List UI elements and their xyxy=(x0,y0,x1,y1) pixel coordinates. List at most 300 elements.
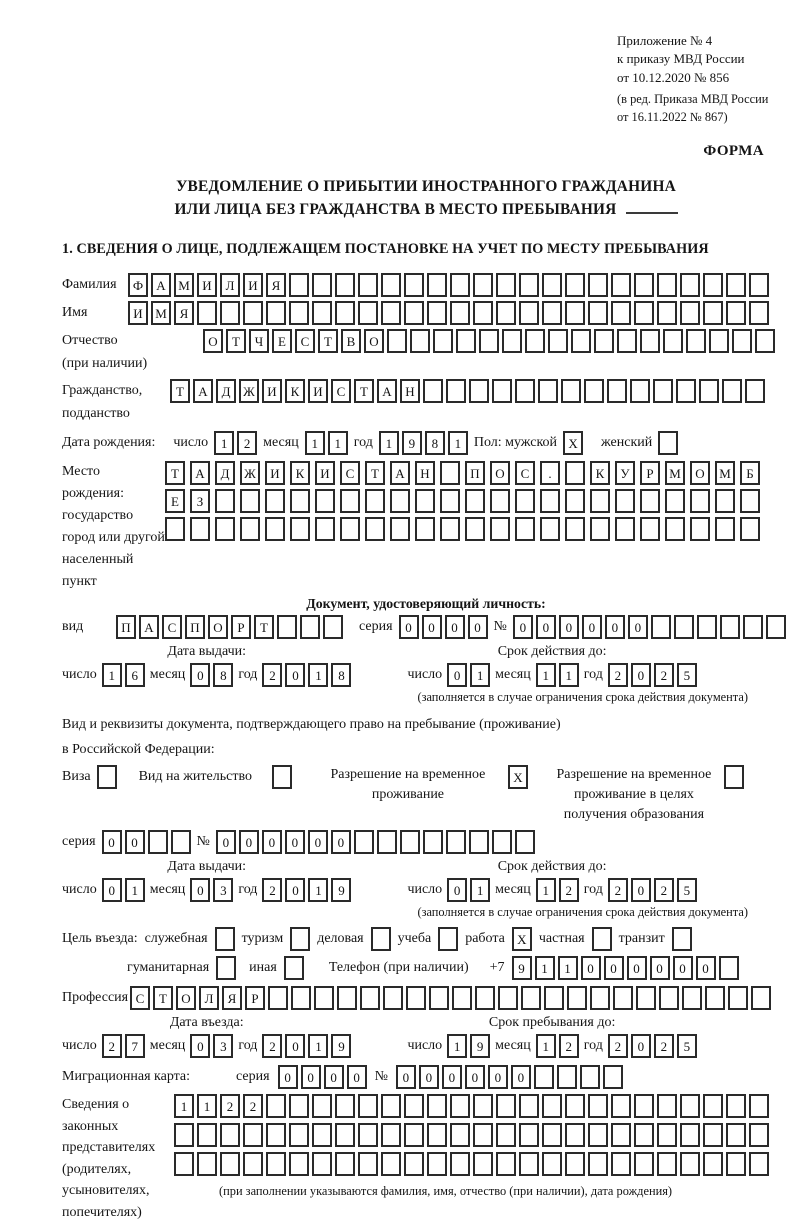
representatives-block xyxy=(62,1094,790,1223)
doc-number-cells xyxy=(513,615,786,639)
char-cell xyxy=(381,1094,401,1118)
month-label: месяц xyxy=(149,1038,186,1054)
char-cell xyxy=(289,1123,309,1147)
char-cell xyxy=(657,301,677,325)
char-cell xyxy=(390,489,410,513)
char-cell: 0 xyxy=(190,1034,210,1058)
char-cell xyxy=(665,489,685,513)
char-cell xyxy=(465,517,485,541)
char-cell xyxy=(335,1152,355,1176)
char-cell xyxy=(542,1094,562,1118)
char-cell: М xyxy=(174,273,194,297)
char-cell xyxy=(266,1094,286,1118)
char-cell xyxy=(197,301,217,325)
representatives-row1 xyxy=(174,1094,769,1118)
char-cell xyxy=(358,1094,378,1118)
char-cell: 8 xyxy=(213,663,233,687)
issue-year-cells xyxy=(262,663,351,687)
char-cell xyxy=(749,273,769,297)
char-cell xyxy=(215,489,235,513)
day-label: число xyxy=(173,435,209,451)
residence-dates-block xyxy=(62,859,790,902)
appendix-reference xyxy=(617,32,790,127)
validity-note: (заполняется в случае ограничения срока действия документа) xyxy=(417,690,748,705)
char-cell xyxy=(427,273,447,297)
char-cell xyxy=(611,1152,631,1176)
citizenship-row xyxy=(62,379,790,425)
valid-until-heading: Срок действия до: xyxy=(497,859,607,875)
section1-heading: 1. СВЕДЕНИЯ О ЛИЦЕ, ПОДЛЕЖАЩЕМ ПОСТАНОВКЕ НА УЧЕТ ПО МЕСТУ ПРЕБЫВАНИЯ xyxy=(62,241,709,258)
char-cell xyxy=(743,615,763,639)
char-cell: Ч xyxy=(249,329,269,353)
char-cell xyxy=(720,615,740,639)
char-cell xyxy=(496,1152,516,1176)
purpose-item-label: частная xyxy=(538,931,585,947)
option-temp-residence xyxy=(314,765,528,804)
char-cell xyxy=(243,301,263,325)
char-cell xyxy=(657,1094,677,1118)
phone-prefix: +7 xyxy=(489,960,505,976)
char-cell: 1 xyxy=(559,663,579,687)
residence-issue-year-cells xyxy=(262,878,351,902)
char-cell: 7 xyxy=(125,1034,145,1058)
char-cell xyxy=(682,986,702,1010)
char-cell: О xyxy=(490,461,510,485)
revision-line: от 16.11.2022 № 867) xyxy=(617,109,728,124)
doc-series-cells xyxy=(399,615,488,639)
char-cell: Н xyxy=(415,461,435,485)
purpose-row2-phone xyxy=(127,956,790,980)
phone-cells xyxy=(512,956,739,980)
char-cell xyxy=(680,1152,700,1176)
char-cell xyxy=(680,301,700,325)
issue-date-heading: Дата выдачи: xyxy=(167,644,247,660)
char-cell xyxy=(603,1065,623,1089)
char-cell: И xyxy=(262,379,282,403)
purpose-item-label: туризм xyxy=(241,931,284,947)
char-cell xyxy=(705,986,725,1010)
char-cell: 3 xyxy=(213,1034,233,1058)
char-cell: 0 xyxy=(465,1065,485,1089)
purpose-item-label: деловая xyxy=(317,931,364,947)
char-cell xyxy=(588,1094,608,1118)
visa-label: Виза xyxy=(62,769,91,785)
char-cell: 0 xyxy=(125,830,145,854)
month-label: месяц xyxy=(495,882,531,898)
char-cell: 5 xyxy=(677,1034,697,1058)
char-cell: С xyxy=(515,461,535,485)
char-cell xyxy=(335,301,355,325)
char-cell xyxy=(676,379,696,403)
char-cell xyxy=(337,986,357,1010)
char-cell xyxy=(381,273,401,297)
char-cell xyxy=(515,830,535,854)
char-cell xyxy=(697,615,717,639)
entry-month-cells xyxy=(190,1034,233,1058)
phone-label: Телефон (при наличии) xyxy=(328,960,469,976)
char-cell: Е xyxy=(165,489,185,513)
purpose-row xyxy=(62,927,790,951)
surname-cells xyxy=(128,273,769,297)
char-cell xyxy=(640,329,660,353)
char-cell: 1 xyxy=(470,663,490,687)
purpose-tourism-checkbox xyxy=(290,927,310,951)
char-cell xyxy=(479,329,499,353)
char-cell xyxy=(315,489,335,513)
char-cell: 1 xyxy=(308,663,328,687)
char-cell xyxy=(240,489,260,513)
char-cell xyxy=(515,379,535,403)
form-title xyxy=(62,175,790,223)
char-cell xyxy=(289,1094,309,1118)
month-label: месяц xyxy=(149,667,186,683)
purpose-item-label: служебная xyxy=(144,931,208,947)
sex-female-label: женский xyxy=(601,435,653,451)
char-cell xyxy=(440,489,460,513)
char-cell: 0 xyxy=(285,1034,305,1058)
char-cell: 2 xyxy=(654,663,674,687)
doc-kind-label: вид xyxy=(62,619,84,635)
char-cell xyxy=(567,986,587,1010)
char-cell xyxy=(427,301,447,325)
residence-issue-day-cells xyxy=(102,878,145,902)
char-cell: 5 xyxy=(677,878,697,902)
char-cell xyxy=(703,1123,723,1147)
char-cell xyxy=(657,1123,677,1147)
char-cell: 0 xyxy=(239,830,259,854)
stay-day-cells xyxy=(447,1034,490,1058)
char-cell: И xyxy=(265,461,285,485)
char-cell xyxy=(314,986,334,1010)
char-cell: Д xyxy=(216,379,236,403)
birth-year-cells xyxy=(379,431,468,455)
char-cell: А xyxy=(139,615,159,639)
char-cell xyxy=(542,273,562,297)
char-cell: А xyxy=(193,379,213,403)
char-cell: 0 xyxy=(511,1065,531,1089)
char-cell xyxy=(722,379,742,403)
year-label: год xyxy=(238,1038,258,1054)
char-cell xyxy=(415,489,435,513)
char-cell: С xyxy=(340,461,360,485)
series-label: серия xyxy=(359,619,393,635)
stay-until-heading: Срок пребывания до: xyxy=(488,1015,616,1031)
char-cell: 1 xyxy=(535,956,555,980)
migration-card-label: Миграционная карта: xyxy=(62,1069,191,1085)
char-cell xyxy=(607,379,627,403)
visa-checkbox xyxy=(97,765,117,789)
char-cell xyxy=(651,615,671,639)
char-cell: 2 xyxy=(608,878,628,902)
char-cell: 1 xyxy=(536,1034,556,1058)
char-cell xyxy=(653,379,673,403)
residence-series-row xyxy=(62,830,790,854)
residence-permit-checkbox xyxy=(272,765,292,789)
char-cell: Т xyxy=(226,329,246,353)
char-cell: 1 xyxy=(447,1034,467,1058)
char-cell: 2 xyxy=(654,1034,674,1058)
series-label: серия xyxy=(236,1069,270,1085)
char-cell: 1 xyxy=(125,878,145,902)
char-cell: О xyxy=(364,329,384,353)
day-label: число xyxy=(62,882,97,898)
option-temp-residence-edu xyxy=(550,765,744,824)
char-cell xyxy=(390,517,410,541)
char-cell: К xyxy=(290,461,310,485)
char-cell xyxy=(719,956,739,980)
char-cell xyxy=(726,1152,746,1176)
birth-date-label: Дата рождения: xyxy=(62,435,156,451)
char-cell xyxy=(565,1123,585,1147)
char-cell: Л xyxy=(220,273,240,297)
residence-valid-year-cells xyxy=(608,878,697,902)
char-cell xyxy=(519,273,539,297)
char-cell: С xyxy=(162,615,182,639)
char-cell: 0 xyxy=(468,615,488,639)
purpose-other-checkbox xyxy=(284,956,304,980)
char-cell: 0 xyxy=(631,663,651,687)
char-cell xyxy=(634,1123,654,1147)
char-cell xyxy=(749,1123,769,1147)
char-cell xyxy=(404,301,424,325)
identity-doc-row xyxy=(62,615,790,639)
residence-issue-month-cells xyxy=(190,878,233,902)
char-cell xyxy=(404,1152,424,1176)
patronymic-label: Отчество (при наличии) xyxy=(62,333,148,372)
year-label: год xyxy=(583,882,603,898)
char-cell: В xyxy=(341,329,361,353)
sex-male-checkbox: X xyxy=(563,431,583,455)
char-cell xyxy=(726,1094,746,1118)
char-cell xyxy=(588,1152,608,1176)
char-cell xyxy=(548,329,568,353)
char-cell xyxy=(268,986,288,1010)
char-cell xyxy=(634,1152,654,1176)
char-cell: 0 xyxy=(422,615,442,639)
option-visa xyxy=(62,765,117,789)
char-cell xyxy=(749,1094,769,1118)
char-cell: 3 xyxy=(213,878,233,902)
representatives-label: Сведения о законных представителях (родителях, усыновителях, попечителях) xyxy=(62,1097,156,1220)
char-cell: 1 xyxy=(448,431,468,455)
char-cell xyxy=(190,517,210,541)
residence-valid-month-cells xyxy=(536,878,579,902)
char-cell: Е xyxy=(272,329,292,353)
char-cell xyxy=(674,615,694,639)
char-cell: 1 xyxy=(305,431,325,455)
char-cell xyxy=(502,329,522,353)
char-cell xyxy=(323,615,343,639)
char-cell xyxy=(634,1094,654,1118)
char-cell xyxy=(538,379,558,403)
char-cell xyxy=(475,986,495,1010)
birth-month-cells xyxy=(305,431,348,455)
char-cell xyxy=(243,1123,263,1147)
stay-month-cells xyxy=(536,1034,579,1058)
char-cell: И xyxy=(243,273,263,297)
char-cell xyxy=(415,517,435,541)
char-cell: 0 xyxy=(488,1065,508,1089)
char-cell xyxy=(755,329,775,353)
char-cell: С xyxy=(130,986,150,1010)
char-cell: Т xyxy=(165,461,185,485)
char-cell xyxy=(265,489,285,513)
purpose-business-checkbox xyxy=(371,927,391,951)
char-cell xyxy=(726,1123,746,1147)
representatives-row3 xyxy=(174,1152,769,1176)
migration-number-cells xyxy=(396,1065,623,1089)
char-cell xyxy=(709,329,729,353)
char-cell xyxy=(473,301,493,325)
char-cell: 1 xyxy=(214,431,234,455)
char-cell: А xyxy=(377,379,397,403)
char-cell xyxy=(383,986,403,1010)
char-cell xyxy=(289,1152,309,1176)
char-cell: 0 xyxy=(262,830,282,854)
char-cell xyxy=(611,301,631,325)
char-cell xyxy=(659,986,679,1010)
char-cell: 8 xyxy=(331,663,351,687)
char-cell: Ж xyxy=(240,461,260,485)
char-cell: А xyxy=(190,461,210,485)
char-cell xyxy=(450,1123,470,1147)
char-cell xyxy=(365,517,385,541)
char-cell xyxy=(571,329,591,353)
char-cell xyxy=(565,273,585,297)
char-cell xyxy=(290,517,310,541)
sex-female-checkbox xyxy=(658,431,678,455)
residence-doc-intro: Вид и реквизиты документа, подтверждающего право на пребывание (проживание) в Российской Федерации: xyxy=(62,717,561,757)
residence-number-cells xyxy=(216,830,535,854)
day-label: число xyxy=(62,667,97,683)
char-cell xyxy=(663,329,683,353)
char-cell xyxy=(657,273,677,297)
char-cell: П xyxy=(116,615,136,639)
birth-place-row1 xyxy=(165,461,760,485)
char-cell xyxy=(358,1123,378,1147)
char-cell xyxy=(498,986,518,1010)
char-cell xyxy=(690,489,710,513)
char-cell: 9 xyxy=(402,431,422,455)
char-cell: 0 xyxy=(628,615,648,639)
char-cell xyxy=(588,1123,608,1147)
residence-valid-day-cells xyxy=(447,878,490,902)
char-cell xyxy=(427,1094,447,1118)
char-cell xyxy=(456,329,476,353)
char-cell: 8 xyxy=(425,431,445,455)
year-label: год xyxy=(238,882,258,898)
char-cell xyxy=(406,986,426,1010)
char-cell: 0 xyxy=(285,830,305,854)
char-cell: О xyxy=(690,461,710,485)
temp-residence-label: Разрешение на временное проживание xyxy=(330,767,486,802)
char-cell: 9 xyxy=(331,878,351,902)
residence-series-cells xyxy=(102,830,191,854)
char-cell xyxy=(473,1123,493,1147)
surname-label: Фамилия xyxy=(62,277,117,293)
char-cell xyxy=(584,379,604,403)
char-cell xyxy=(496,301,516,325)
char-cell: П xyxy=(465,461,485,485)
char-cell xyxy=(565,461,585,485)
char-cell xyxy=(429,986,449,1010)
char-cell xyxy=(440,461,460,485)
char-cell: У xyxy=(615,461,635,485)
day-label: число xyxy=(62,1038,97,1054)
day-label: число xyxy=(407,882,443,898)
char-cell xyxy=(490,489,510,513)
char-cell: Т xyxy=(318,329,338,353)
char-cell: Т xyxy=(170,379,190,403)
char-cell xyxy=(515,489,535,513)
char-cell: 0 xyxy=(627,956,647,980)
char-cell xyxy=(400,830,420,854)
char-cell: 0 xyxy=(331,830,351,854)
year-label: год xyxy=(583,667,603,683)
stay-year-cells xyxy=(608,1034,697,1058)
number-label: № xyxy=(196,834,210,850)
char-cell xyxy=(315,517,335,541)
char-cell xyxy=(580,1065,600,1089)
option-residence-permit xyxy=(139,765,292,789)
appendix-line: Приложение № 4 xyxy=(617,33,713,48)
char-cell: И xyxy=(315,461,335,485)
char-cell: 0 xyxy=(447,878,467,902)
char-cell: 6 xyxy=(125,663,145,687)
month-label: месяц xyxy=(495,1038,531,1054)
char-cell xyxy=(450,1094,470,1118)
char-cell xyxy=(766,615,786,639)
char-cell xyxy=(300,615,320,639)
profession-row xyxy=(62,986,790,1010)
char-cell xyxy=(611,1123,631,1147)
birth-place-label: Место рождения: государство город или другой населенный пункт xyxy=(62,464,165,590)
char-cell xyxy=(354,830,374,854)
char-cell: 0 xyxy=(605,615,625,639)
char-cell xyxy=(611,273,631,297)
char-cell xyxy=(565,301,585,325)
purpose-item-label: транзит xyxy=(618,931,665,947)
char-cell: 2 xyxy=(262,1034,282,1058)
issue-day-cells xyxy=(102,663,145,687)
char-cell xyxy=(557,1065,577,1089)
char-cell: К xyxy=(590,461,610,485)
title-blank-underline xyxy=(626,199,678,214)
char-cell xyxy=(726,273,746,297)
sex-male-label: Пол: мужской xyxy=(473,435,558,451)
char-cell xyxy=(703,301,723,325)
char-cell: Я xyxy=(174,301,194,325)
char-cell: 9 xyxy=(470,1034,490,1058)
char-cell xyxy=(496,1123,516,1147)
char-cell: Р xyxy=(245,986,265,1010)
char-cell xyxy=(365,489,385,513)
char-cell: О xyxy=(203,329,223,353)
purpose-humanitarian-checkbox xyxy=(216,956,236,980)
patronymic-cells xyxy=(203,329,775,353)
char-cell xyxy=(174,1123,194,1147)
char-cell xyxy=(377,830,397,854)
char-cell xyxy=(540,489,560,513)
purpose-official-checkbox xyxy=(215,927,235,951)
char-cell xyxy=(215,517,235,541)
char-cell xyxy=(703,273,723,297)
char-cell xyxy=(312,273,332,297)
residence-permit-label: Вид на жительство xyxy=(138,769,252,785)
char-cell xyxy=(613,986,633,1010)
char-cell xyxy=(703,1152,723,1176)
char-cell xyxy=(728,986,748,1010)
